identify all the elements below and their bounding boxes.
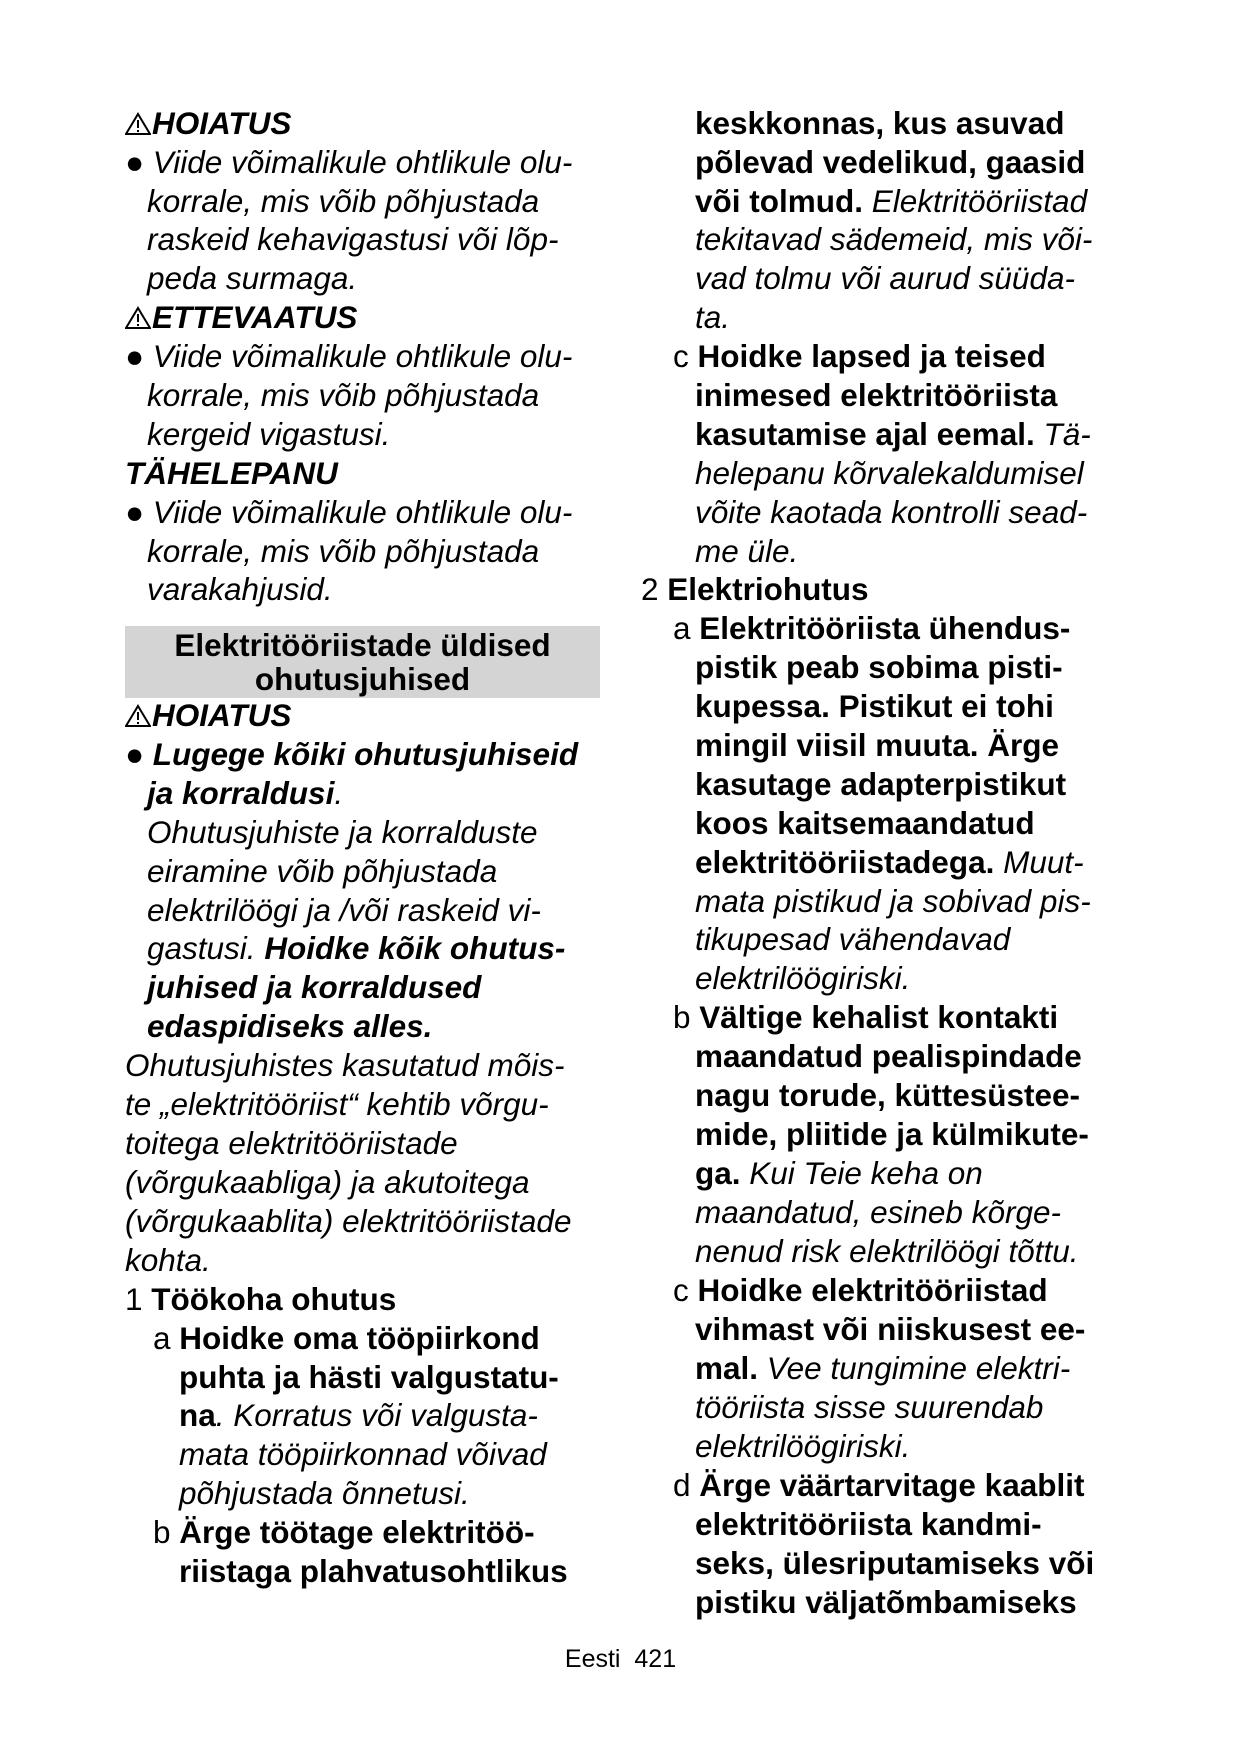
caution-text-line: ● Viide võimalikule ohtlikule olu- xyxy=(125,338,573,374)
caution-triangle-icon xyxy=(125,306,151,330)
caution-text-line: korrale, mis võib põhjustada xyxy=(147,377,540,413)
item-2a-line: elektrilöögiriski. xyxy=(695,960,911,996)
warning-heading: HOIATUS xyxy=(125,104,291,142)
read-instructions-line: ● Lugege kõiki ohutusjuhiseid xyxy=(125,736,579,772)
item-1c-line: võite kaotada kontrolli sead- xyxy=(695,494,1088,530)
read-instructions-line: edaspidiseks alles. xyxy=(147,1008,433,1044)
item-2c: c Hoidke elektritööriistad xyxy=(673,1272,1048,1308)
item-1c: c Hoidke lapsed ja teised xyxy=(673,338,1046,374)
section-heading-box xyxy=(125,626,600,698)
item-1a-line: mata tööpiirkonnad võivad xyxy=(179,1436,547,1472)
read-instructions-line: eiramine võib põhjustada xyxy=(147,853,498,889)
notice-heading: TÄHELEPANU xyxy=(125,455,338,491)
item-2d-line: pistiku väljatõmbamiseks xyxy=(695,1584,1077,1620)
item-1c-line: helepanu kõrvalekaldumisel xyxy=(695,455,1084,491)
item-2b-line: mide, pliitide ja külmikute- xyxy=(695,1116,1089,1152)
read-instructions-line: ja korraldusi. xyxy=(147,775,344,811)
item-1c-line: kasutamise ajal eemal. Tä- xyxy=(695,416,1091,452)
read-instructions-line: juhised ja korraldused xyxy=(147,969,482,1005)
item-2c-line: tööriista sisse suurendab xyxy=(695,1389,1044,1425)
item-1c-line: me üle. xyxy=(695,533,799,569)
item-2b-line: nagu torude, küttesüstee- xyxy=(695,1077,1081,1113)
warning-text-line: ● Viide võimalikule ohtlikule olu- xyxy=(125,144,573,180)
item-1a-line: na. Korratus või valgusta- xyxy=(179,1397,538,1433)
section-heading-line: Elektritööriistade üldised xyxy=(174,627,551,663)
item-1b-line: vad tolmu või aurud süüda- xyxy=(695,260,1075,296)
term-definition-line: (võrgukaabliga) ja akutoitega xyxy=(125,1164,530,1200)
item-2b-line: maandatud pealispindade xyxy=(695,1038,1082,1074)
item-1b-line: või tolmud. Elektritööriistad xyxy=(695,183,1088,219)
item-1b-line: riistaga plahvatusohtlikus xyxy=(179,1553,568,1589)
term-definition-line: (võrgukaablita) elektritööriistade xyxy=(125,1203,572,1239)
item-1b-line: ta. xyxy=(695,299,731,335)
item-1a-line: põhjustada õnnetusi. xyxy=(179,1475,470,1511)
item-2b-line: nenud risk elektrilöögi tõttu. xyxy=(695,1233,1079,1269)
item-2b-line: ga. Kui Teie keha on xyxy=(695,1155,983,1191)
item-2a-line: tikupesad vähendavad xyxy=(695,921,1011,957)
item-2a-line: elektritööriistadega. Muut- xyxy=(695,844,1084,880)
item-2b: b Vältige kehalist kontakti xyxy=(673,999,1059,1035)
section-1-title: 1 Töökoha ohutus xyxy=(125,1281,397,1317)
read-instructions-line: gastusi. Hoidke kõik ohutus- xyxy=(147,930,566,966)
warning-heading: HOIATUS xyxy=(125,696,291,734)
read-instructions-line: Ohutusjuhiste ja korralduste xyxy=(147,814,538,850)
item-2d-line: seks, ülesriputamiseks või xyxy=(695,1545,1095,1581)
item-1b-line: keskkonnas, kus asuvad xyxy=(695,105,1065,141)
notice-text-line: varakahjusid. xyxy=(147,571,333,607)
footer-language: Eesti xyxy=(564,1645,621,1673)
item-2d-line: elektritööriista kandmi- xyxy=(695,1506,1042,1542)
item-1a: a Hoidke oma tööpiirkond xyxy=(153,1320,540,1356)
term-definition-line: kohta. xyxy=(125,1242,211,1278)
item-2a: a Elektritööriista ühendus- xyxy=(673,610,1071,646)
item-2a-line: koos kaitsemaandatud xyxy=(695,805,1035,841)
warning-text-line: peda surmaga. xyxy=(147,260,358,296)
item-2a-line: kupessa. Pistikut ei tohi xyxy=(695,688,1054,724)
warning-text-line: korrale, mis võib põhjustada xyxy=(147,183,540,219)
item-2d: d Ärge väärtarvitage kaablit xyxy=(673,1467,1085,1503)
read-instructions-line: elektrilöögi ja /või raskeid vi- xyxy=(147,892,541,928)
item-2a-line: mata pistikud ja sobivad pis- xyxy=(695,883,1091,919)
item-2b-line: maandatud, esineb kõrge- xyxy=(695,1194,1061,1230)
term-definition-line: te „elektritööriist“ kehtib võrgu- xyxy=(125,1086,549,1122)
item-1a-line: puhta ja hästi valgustatu- xyxy=(179,1359,559,1395)
warning-triangle-icon xyxy=(125,112,151,136)
item-2c-line: elektrilöögiriski. xyxy=(695,1428,911,1464)
item-2c-line: mal. Vee tungimine elektri- xyxy=(695,1350,1071,1386)
term-definition-line: Ohutusjuhistes kasutatud mõis- xyxy=(125,1047,565,1083)
item-1b-line: tekitavad sädemeid, mis või- xyxy=(695,221,1093,257)
item-1c-line: inimesed elektritööriista xyxy=(695,377,1058,413)
item-1b-line: põlevad vedelikud, gaasid xyxy=(695,144,1086,180)
notice-text-line: korrale, mis võib põhjustada xyxy=(147,533,540,569)
item-2a-line: kasutage adapterpistikut xyxy=(695,766,1067,802)
warning-text-line: raskeid kehavigastusi või lõp- xyxy=(147,221,559,257)
item-1b: b Ärge töötage elektritöö- xyxy=(153,1514,535,1550)
caution-text-line: kergeid vigastusi. xyxy=(147,416,391,452)
notice-text-line: ● Viide võimalikule ohtlikule olu- xyxy=(125,494,573,530)
item-2a-line: mingil viisil muuta. Ärge xyxy=(695,727,1060,763)
section-2-title: 2 Elektriohutus xyxy=(641,571,869,607)
page-footer xyxy=(0,1644,1241,1674)
item-2c-line: vihmast või niiskusest ee- xyxy=(695,1311,1086,1347)
section-heading-line: ohutusjuhised xyxy=(254,661,471,697)
term-definition-line: toitega elektritööriistade xyxy=(125,1125,458,1161)
caution-heading: ETTEVAATUS xyxy=(125,298,357,336)
item-2a-line: pistik peab sobima pisti- xyxy=(695,649,1063,685)
page-number: 421 xyxy=(634,1645,677,1673)
warning-triangle-icon xyxy=(125,704,151,728)
